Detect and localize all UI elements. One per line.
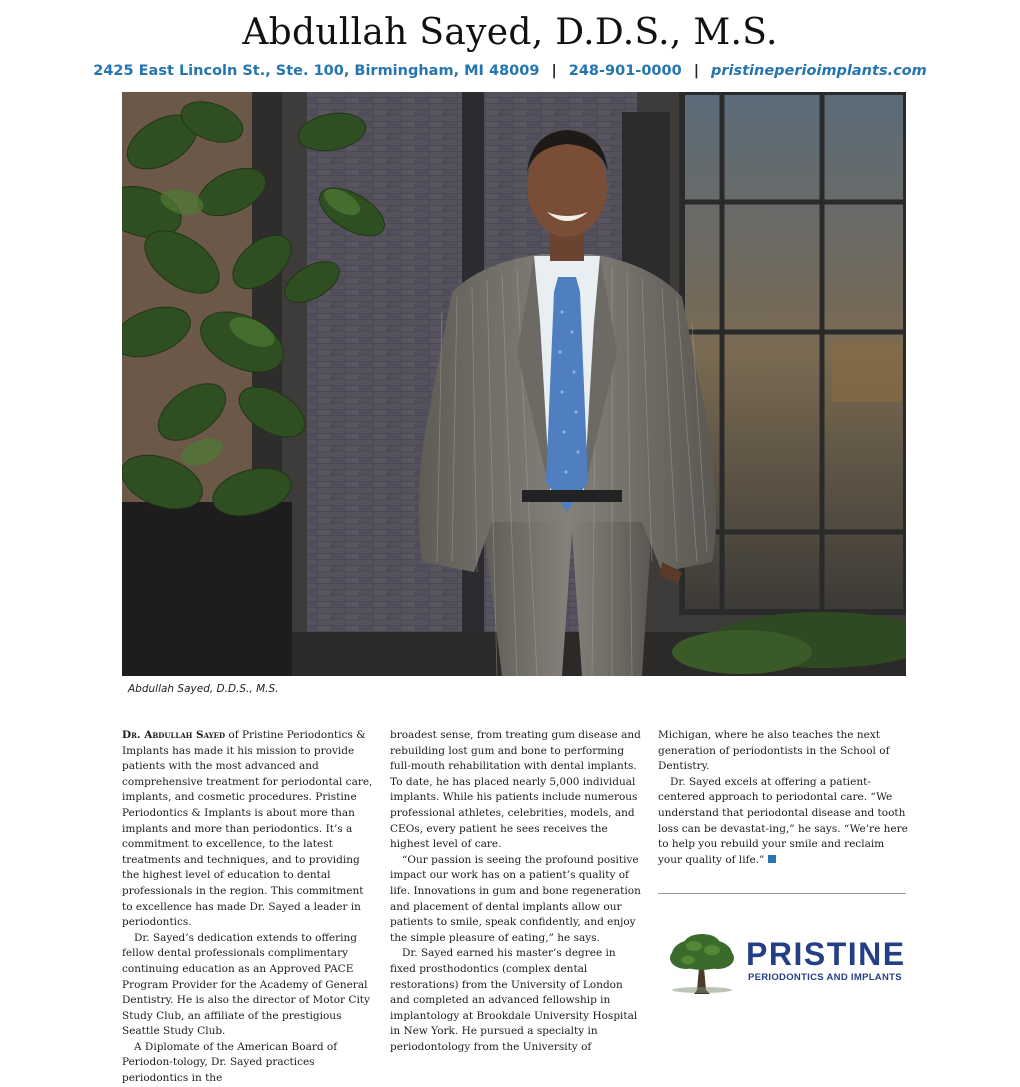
- paragraph-text: of Pristine Periodontics & Implants has made it his mission to provide patients with the most advanced and comprehensive treatment for periodontal care, implants, and cosmetic procedures. Pristine Periodontics & Implants is about more than implants and more than periodontics. It’s a commitment to excellence, to the latest treatments and techniques, and to providing the highest level of education to dental professionals in the region. This commitment to excellence has made Dr. Sayed a leader in periodontics.: [122, 729, 373, 929]
- logo-subtitle: PERIODONTICS AND IMPLANTS: [748, 972, 902, 983]
- separator: |: [551, 63, 557, 79]
- paragraph: Michigan, where he also teaches the next generation of periodontists in the School of Dentistry.: [658, 729, 890, 773]
- logo-wordmark: PRISTINE: [746, 936, 906, 972]
- phone-text: 248-901-0000: [568, 63, 682, 79]
- website-link[interactable]: pristineperioimplants.com: [710, 63, 927, 79]
- end-mark-icon: [768, 855, 776, 863]
- article-column-3: [658, 728, 910, 868]
- paragraph: A Diplomate of the American Board of Periodon-tology, Dr. Sayed practices periodontics in the: [122, 1040, 338, 1085]
- tree-icon: [664, 932, 740, 996]
- paragraph: Dr. Sayed earned his master’s degree in fixed prosthodontics (complex dental restorations) from the University of London and completed an advanced fellowship in implantology at Brookdale University Hospital in New York. He pursued a specialty in periodontology from the University of: [390, 947, 638, 1053]
- portrait-illustration: [122, 92, 906, 676]
- article-column-2: [390, 728, 642, 1055]
- paragraph: “Our passion is seeing the profound positive impact our work has on a patient’s quality of life. Innovations in gum and bone regeneration and placement of dental implants allow our patients to smile, speak confidently, and enjoy the simple pleasure of eating,” he says.: [390, 853, 641, 944]
- paragraph: [658, 775, 910, 869]
- paragraph-text: Dr. Sayed excels at offering a patient-centered approach to periodontal care. “We understand that periodontal disease and tooth loss can be devastat-ing,” he says. “We’re here to help you rebuild your smile and reclaim your quality of life.”: [658, 775, 908, 866]
- address-text: 2425 East Lincoln St., Ste. 100, Birmingham, MI 48009: [93, 63, 540, 79]
- photo-caption: Abdullah Sayed, D.D.S., M.S.: [128, 683, 279, 695]
- contact-line: [0, 63, 1020, 79]
- lead-name: Dr. Abdullah Sayed: [122, 729, 226, 741]
- paragraph: broadest sense, from treating gum disease and rebuilding lost gum and bone to performing full-mouth rehabilitation with dental implants. To date, he has placed nearly 5,000 individual implants. While his patients include numerous professional athletes, celebrities, models, and CEOs, every patient he sees receives the highest level of care.: [390, 729, 641, 851]
- pristine-logo: [664, 932, 914, 996]
- divider: [658, 893, 906, 894]
- doctor-name-title: Abdullah Sayed, D.D.S., M.S.: [242, 12, 778, 53]
- paragraph: [122, 728, 374, 931]
- separator: |: [693, 63, 699, 79]
- portrait-photo: [122, 92, 906, 676]
- article-column-1: [122, 728, 374, 1087]
- paragraph: Dr. Sayed’s dedication extends to offering fellow dental professionals complimentary continuing education as an Approved PACE Program Provider for the Academy of General Dentistry. He is also the director of Motor City Study Club, an affiliate of the prestigious Seattle Study Club.: [122, 931, 370, 1038]
